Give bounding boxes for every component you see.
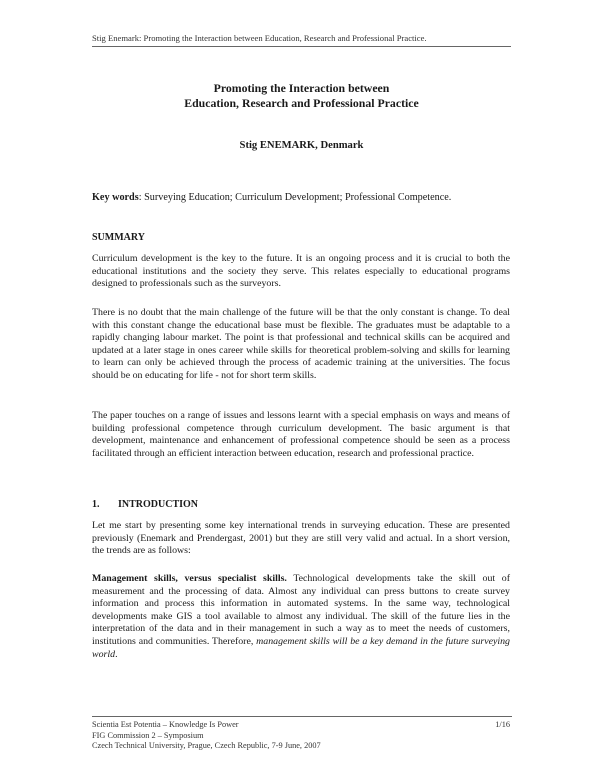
section-title: INTRODUCTION [118, 499, 199, 510]
management-body: Technological developments take the skill out of measurement and the processing of data. Almost any individual can press buttons to create survey information and process this information in automated systems. In the same way, technological developments make GIS a tool available to almost any individual. The skill of the future lies in the interpretation of the data and in their management in such a way as to meet the needs of customers, institutions and communities. Therefore, [92, 573, 511, 647]
running-header: Stig Enemark: Promoting the Interaction between Education, Research and Professional Practice. [92, 33, 427, 43]
footer [92, 720, 321, 752]
author-line: Stig ENEMARK, Denmark [239, 140, 364, 151]
footer-line-1: Scientia Est Potentia – Knowledge Is Power [92, 720, 239, 729]
keywords [92, 192, 512, 203]
page-number: 1/16 [495, 720, 510, 729]
paper-title [92, 81, 511, 111]
management-end: . [115, 648, 118, 660]
footer-line-3: Czech Technical University, Prague, Czech Republic, 7-9 June, 2007 [92, 741, 321, 750]
footer-divider [92, 716, 512, 717]
section-number: 1. [92, 499, 100, 510]
summary-paragraph-2: There is no doubt that the main challenge of the future will be that the only constant is change. To deal with this constant change the educational base must be flexible. The graduates must be adaptable to a rapidly changing labour market. The point is that professional and technical skills can be acquired and updated at a later stage in ones career while skills for theoretical problem-solving and skills for learning to learn can only be achieved through the process of academic training at the universities. The focus should be on educating for life - not for short term skills. [92, 307, 510, 381]
summary-heading: SUMMARY [92, 232, 145, 243]
management-skills-paragraph [92, 573, 510, 661]
title-line-2: Education, Research and Professional Practice [184, 96, 419, 110]
footer-line-2: FIG Commission 2 – Symposium [92, 730, 204, 740]
header-divider [92, 46, 511, 47]
keywords-text: : Surveying Education; Curriculum Development; Professional Competence. [138, 192, 452, 203]
keywords-label: Key words [92, 192, 139, 203]
summary-paragraph-1: Curriculum development is the key to the future. It is an ongoing process and it is crucial to both the educational institutions and the society they serve. This relates especially to educational programs designed to professionals such as the surveyors. [92, 253, 510, 290]
introduction-paragraph-1: Let me start by presenting some key international trends in surveying education. These are presented previously (Enemark and Prendergast, 2001) but they are still very valid and actual. In a short version, the trends are as follows: [92, 520, 510, 557]
summary-paragraph-3: The paper touches on a range of issues and lessons learnt with a special emphasis on ways and means of building professional competence through curriculum development. The basic argument is that development, maintenance and enhancement of professional competence should be seen as a process facilitated through an efficient interaction between education, research and professional practice. [92, 410, 510, 459]
introduction-heading [92, 499, 198, 510]
title-line-1: Promoting the Interaction between [213, 81, 390, 95]
management-lead: Management skills, versus specialist skills. [92, 573, 287, 584]
management-emphasis: management skills will be a key demand in the future surveying world [92, 635, 510, 660]
